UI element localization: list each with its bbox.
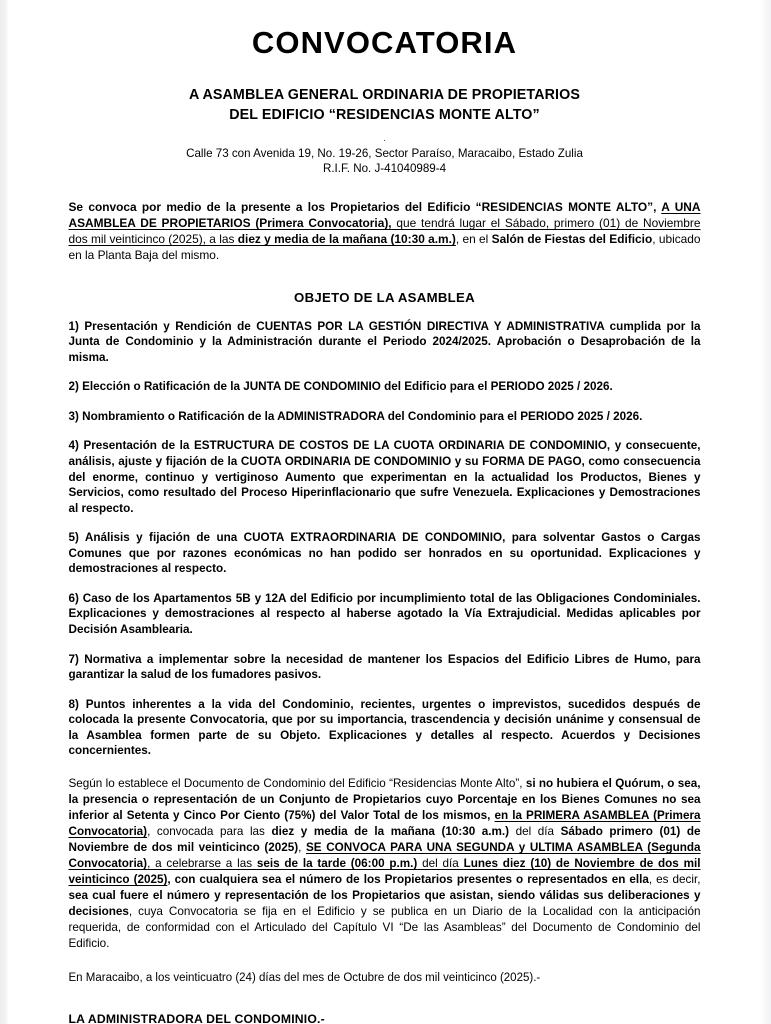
closing-second-time: seis de la tarde (06:00 p.m.) (256, 857, 418, 871)
intro-time-bold: diez y media de la mañana (10:30 a.m.) (237, 232, 456, 247)
closing-seg-8: , (298, 841, 307, 855)
rif-line: R.I.F. No. J-41040989-4 (322, 162, 447, 176)
closing-second-date: Lunes diez (10) de Noviembre de dos mil veinticinco (2025) (68, 857, 701, 887)
agenda-item-8: 8) Puntos inherentes a la vida del Condominio, recientes, urgentes o imprevistos, sucedidos después de colocada la presente Convocatoria, que por su importancia, trascendencia y decisión unánime y consensual de la Asamblea formen parte de su Objeto. Explicaciones y detalles al respecto. Acuerdos y Decisiones concernientes. (68, 697, 701, 758)
closing-seg-1: Según lo establece el Documento de Condominio del Edificio “Residencias Monte Alto”, (68, 776, 526, 790)
address-line: Calle 73 con Avenida 19, No. 19-26, Sector Paraíso, Maracaibo, Estado Zulia (186, 146, 583, 160)
intro-part-1: Se convoca por medio de la presente a los Propietarios del Edificio “RESIDENCIAS MONTE ALTO”, (68, 199, 662, 214)
place-and-date: En Maracaibo, a los veinticuatro (24) días del mes de Octubre de dos mil veinticinco (2025).- (68, 972, 541, 985)
intro-tail-normal: , en el (455, 232, 492, 247)
agenda-item-3: 3) Nombramiento o Ratificación de la ADMINISTRADORA del Condominio para el PERIODO 2025 / 2026. (68, 409, 643, 423)
intro-venue-bold: Salón de Fiestas del Edificio (491, 232, 653, 247)
agenda-item-5: 5) Análisis y fijación de una CUOTA EXTRAORDINARIA DE CONDOMINIO, para solventar Gastos o Cargas Comunes que por razones económicas no han podido ser honrados en su oportunidad. Explicaciones y demostraciones al respecto. (68, 531, 701, 576)
page-title: CONVOCATORIA (251, 25, 518, 60)
agenda-item-7: 7) Normativa a implementar sobre la necesidad de mantener los Espacios del Edificio Libres de Humo, para garantizar la salud de los fumadores pasivos. (68, 652, 701, 682)
agenda-item-1: 1) Presentación y Rendición de CUENTAS POR LA GESTIÓN DIRECTIVA Y ADMINISTRATIVA cumplida por la Junta de Condominio y la Administración durante el Periodo 2024/2025. Aprobación o Desaprobación de la misma. (68, 319, 701, 364)
closing-paragraph (69, 776, 701, 952)
page-left-edge-shadow (0, 0, 8, 1024)
document-sheet (8, 0, 761, 1024)
closing-seg-17: , cuya Convocatoria se fija en el Edificio y se publica en un Diario de la Localidad con la anticipación requerida, de conformidad con el Articulado del Capítulo VI “De las Asambleas” del Documento de Condominio del Edificio. (68, 905, 701, 951)
closing-first-date: Sábado primero (01) de Noviembre de dos mil veinticinco (2025) (68, 825, 701, 855)
intro-when-text: que tendrá lugar el Sábado, primero (01) de Noviembre dos mil veinticinco (2025), a las (68, 216, 701, 247)
closing-seg-2: si no hubiera el Quórum, o sea, la presencia o representación de un Conjunto de Propietarios cuyo Porcentaje en los Bienes Comunes no sea inferior al Setenta y Cinco Por Ciento (75%) del Valor Total de los mismos, (68, 776, 701, 822)
closing-seg-16: sea cual fuere el número y representación de los Propietarios que asistan, siendo válidas sus deliberaciones y decisiones (68, 889, 701, 919)
closing-seg-10: , a celebrarse a las (147, 857, 257, 871)
closing-seg-12: del día (417, 857, 464, 871)
closing-second-assembly: SE CONVOCA PARA UNA SEGUNDA y ULTIMA ASAMBLEA (Segunda Convocatoria) (68, 841, 701, 871)
object-section-heading: OBJETO DE LA ASAMBLEA (294, 289, 475, 305)
closing-first-assembly: en la PRIMERA ASAMBLEA (Primera Convocatoria) (68, 809, 701, 839)
signer-title: LA ADMINISTRADORA DEL CONDOMINIO.- (68, 1012, 325, 1024)
subtitle-line-2: DEL EDIFICIO “RESIDENCIAS MONTE ALTO” (229, 106, 540, 123)
closing-seg-6: del día (509, 825, 561, 839)
closing-seg-14: , con cualquiera sea el número de los Propietarios presentes o representados en ella (167, 873, 649, 887)
document-content (69, 0, 701, 1024)
agenda-item-4: 4) Presentación de la ESTRUCTURA DE COSTOS DE LA CUOTA ORDINARIA DE CONDOMINIO, y consecuente, análisis, ajuste y fijación de la CUOTA ORDINARIA DE CONDOMINIO y su FORMA DE PAGO, como consecuencia del enorme, continuo y vertiginoso Aumento que experimentan en la actualidad los Productos, Bienes y Servicios, como resultado del Proceso Hiperinflacionario que sufre Venezuela. Explicaciones y Demostraciones al respecto. (68, 439, 701, 515)
agenda-item-2: 2) Elección o Ratificación de la JUNTA DE CONDOMINIO del Edificio para el PERIODO 2025 / 2026. (68, 380, 613, 394)
closing-first-time: diez y media de la mañana (10:30 a.m.) (271, 825, 510, 839)
intro-assembly-call: A UNA ASAMBLEA DE PROPIETARIOS (Primera Convocatoria), (68, 199, 701, 230)
intro-paragraph (69, 199, 701, 264)
document-subtitle (69, 86, 701, 125)
address-block (69, 146, 701, 177)
decorative-dot: . (383, 132, 386, 144)
closing-seg-4: , convocada para las (147, 825, 272, 839)
subtitle-line-1: A ASAMBLEA GENERAL ORDINARIA DE PROPIETARIOS (189, 87, 580, 104)
intro-tail-end: , ubicado en la Planta Baja del mismo. (68, 232, 701, 263)
page-right-edge-shadow (761, 0, 771, 1024)
agenda-item-6: 6) Caso de los Apartamentos 5B y 12A del Edificio por incumplimiento total de las Obligaciones Condominiales. Explicaciones y demostraciones al respecto al haberse agotado la Vía Extrajudicial. Medidas aplicables por Decisión Asamblearia. (68, 591, 701, 636)
closing-seg-15: , es decir, (648, 873, 701, 887)
